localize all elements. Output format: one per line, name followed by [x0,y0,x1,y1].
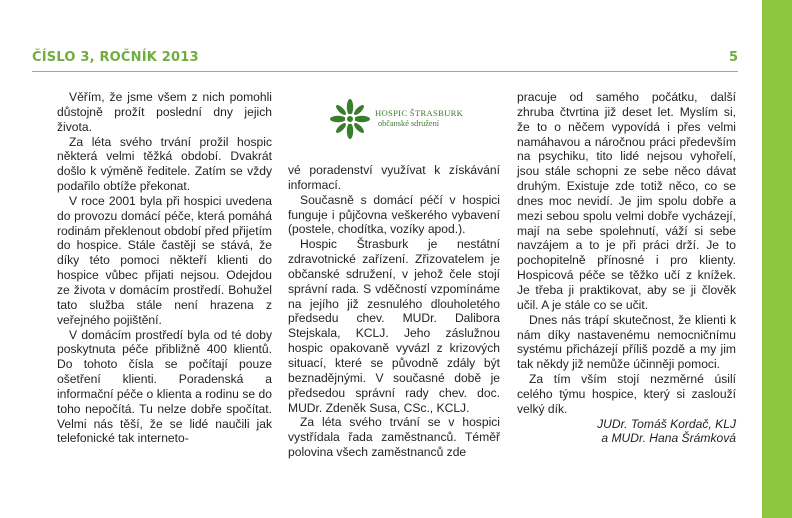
paragraph: Věřím, že jsme všem z nich pomohli důstojně prožít poslední dny jejich života. [57,90,272,134]
paragraph: Současně s domácí péčí v hospici funguje i půjčovna veškerého vybavení (postele, chodítka, vozíky apod.). [288,192,500,237]
author-signature: JUDr. Tomáš Kordač, KLJ [597,416,736,431]
paragraph: V domácím prostředí byla od té doby poskytnuta péče přibližně 400 klientů. Do tohoto čísla se počítají pouze ošetření klienti. Poradenská a informační péče o klienta a rodinu se do toho nepočítá. Tu nelze dobře spočítat. Velmi nás těší, že se lidé naučili jak telefonické tak interneto- [57,327,272,446]
paragraph: Za tím vším stojí nezměrné úsilí celého týmu hospice, který si zaslouží velký dík. [517,372,736,416]
text-column-3 [517,90,736,446]
header-rule [32,71,738,72]
page-header [32,50,738,68]
paragraph: V roce 2001 byla při hospici uvedena do provozu domácí péče, která pomáhá rodinám překlenout období před přijetím do hospice. Stále častěji se stává, že díky této pomoci někteří klienti do hospice vůbec přijati nejsou. Odejdou ze života v domácím prostředí. Bohužel tato služba stále není hrazena z veřejného pojištění. [57,193,272,327]
text-column-2 [288,163,500,460]
flower-cross-icon [330,97,370,141]
logo-subtitle: občanské sdružení [378,119,440,128]
paragraph: Dnes nás trápí skutečnost, že klienti k nám díky nastavenému nemocničnímu systému přicházejí příliš pozdě a my jim tak někdy již nemůže účinněji pomoci. [517,312,736,372]
logo-name: HOSPIC ŠTRASBURK [375,108,464,118]
page-number: 5 [728,50,738,65]
paragraph: Za léta svého trvání prožil hospic některá velmi těžká období. Dvakrát došlo k výměně ředitele. Zatím se vždy podařilo obtíže překonat. [57,134,272,194]
issue-label: ČÍSLO 3, ROČNÍK 2013 [32,50,199,65]
paragraph: pracuje od samého počátku, další zhruba čtvrtina již deset let. Myslím si, že to o něčem vypovídá i přes velmi namáhavou a náročnou práci především na psychiku, tito lidé nejsou vyhořelí, jsou stále schopni ze sebe něco dávat druhým. Existuje zde totiž něco, co se dnes moc nevidí. Je jim spolu dobře a mezi sebou spolu velmi dobře vycházejí, mají na sebe spolehnutí, váží si sebe navzájem a to je při práci drží. Je to pochopitelně přínosné i pro klienty. Hospicová péče se těžko učí z knížek. Je třeba ji praktikovat, aby se ji člověk učil. A je stále co se učit. [517,90,736,312]
paragraph: Za léta svého trvání se v hospici vystřídala řada zaměstnanců. Téměř polovina všech zaměstnanců zde [288,415,500,460]
paragraph: Hospic Štrasburk je nestátní zdravotnické zařízení. Zřizovatelem je občanské sdružení, v jehož čele stojí správní rada. S vděčností vzpomínáme na jejího již zesnulého dlouholetého předsedu chev. MUDr. Dalibora Stejskala, KCLJ. Jeho záslužnou hospic opakovaně vyvázl z krizových situací, které se původně zdály být beznadějnými. V současné době je předsedou správní rady chev. doc. MUDr. Zdeněk Susa, CSc., KCLJ. [288,237,500,415]
author-signature: a MUDr. Hana Šrámková [601,431,736,446]
paragraph: vé poradenství využívat k získávání informací. [288,163,500,192]
text-column-1 [57,90,272,446]
green-side-bar [762,0,792,518]
hospic-logo [330,97,470,141]
